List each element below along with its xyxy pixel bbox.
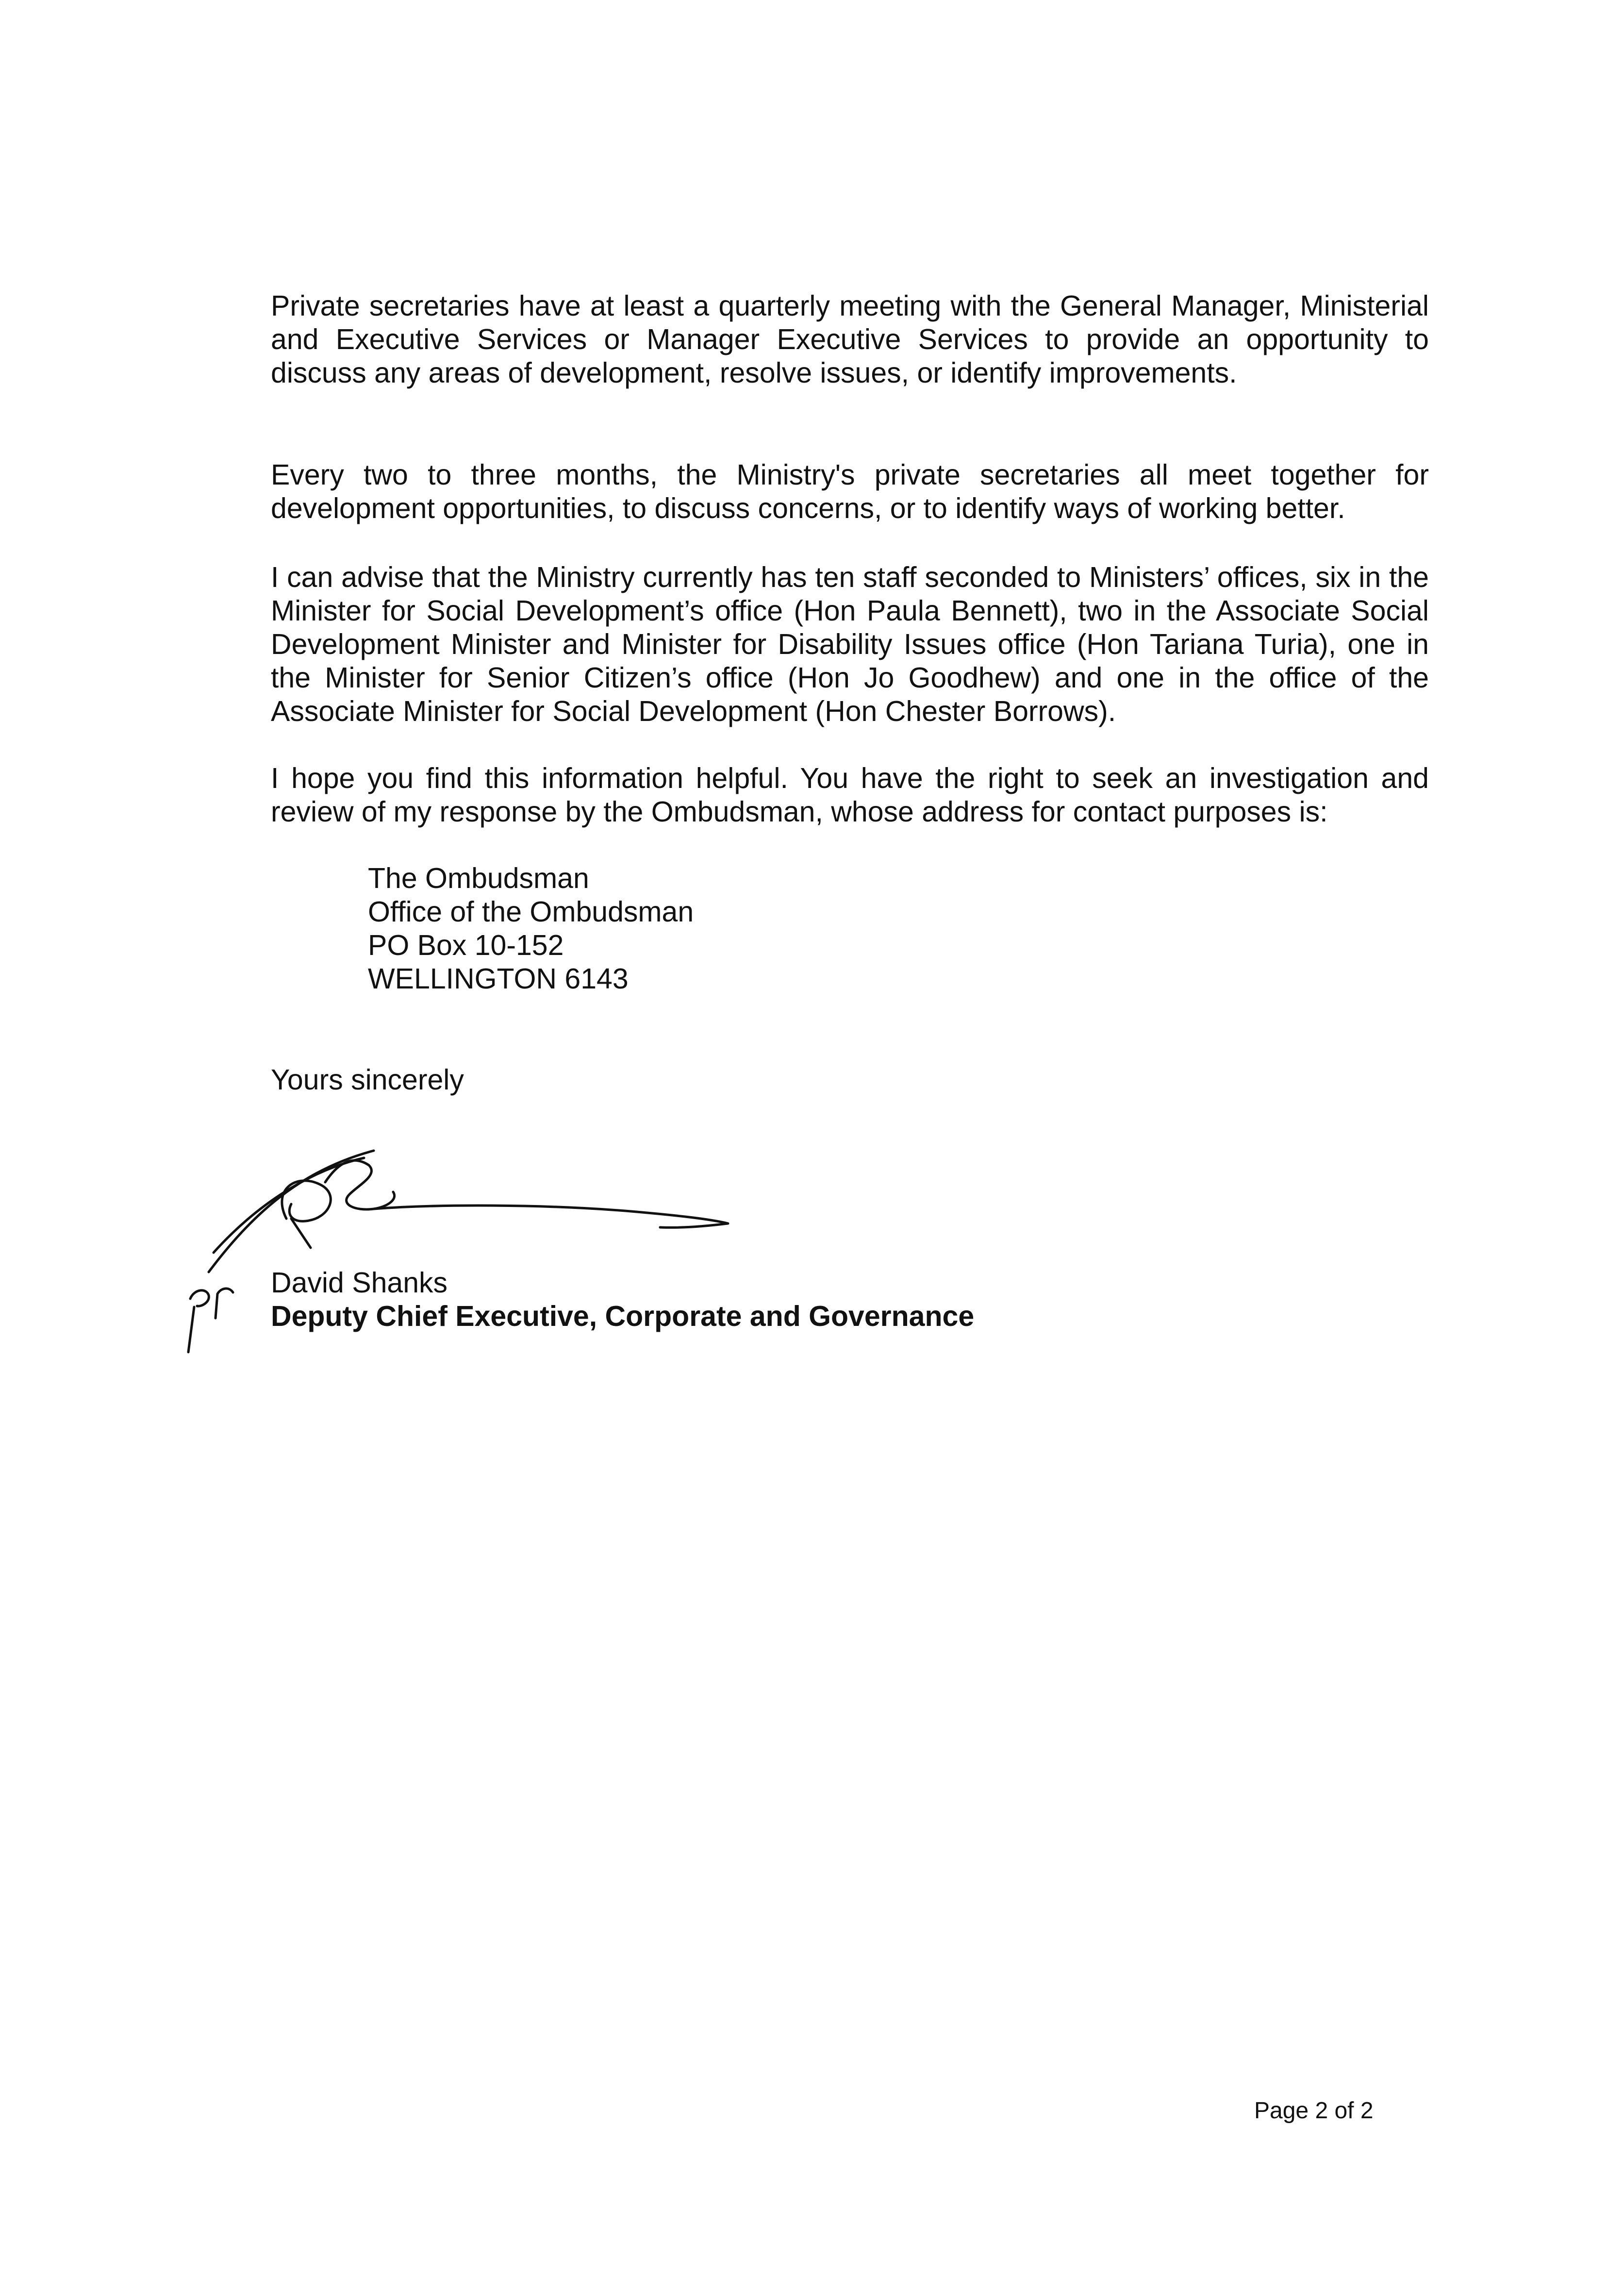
signer-name: David Shanks	[271, 1267, 448, 1299]
page-number: Page 2 of 2	[1254, 2098, 1374, 2124]
signer-title: Deputy Chief Executive, Corporate and Governance	[271, 1300, 975, 1332]
paragraph-meetings: Private secretaries have at least a quarterly meeting with the General Manager, Ministerial and Executive Services or Manager Executive Services to provide an opportunity to discuss any areas of development, resolve issues, or identify improvements.	[271, 290, 1429, 389]
paragraph-private-secretaries: Every two to three months, the Ministry's private secretaries all meet together for development opportunities, to discuss concerns, or to identify ways of working better.	[271, 459, 1429, 524]
handwritten-initials	[180, 1272, 238, 1355]
paragraph-seconded-staff: I can advise that the Ministry currently has ten staff seconded to Ministers’ offices, six in the Minister for Social Development’s office (Hon Paula Bennett), two in the Associate Social Development Minister and Minister for Disability Issues office (Hon Tariana Turia), one in the Minister for Senior Citizen’s office (Hon Jo Goodhew) and one in the office of the Associate Minister for Social Development (Hon Chester Borrows).	[271, 561, 1429, 727]
address-line: The Ombudsman	[368, 862, 589, 894]
address-line: PO Box 10-152	[368, 929, 564, 961]
address-line: WELLINGTON 6143	[368, 963, 629, 995]
paragraph-ombudsman-right: I hope you find this information helpful. You have the right to seek an investigation and review of my response by the Ombudsman, whose address for contact purposes is:	[271, 762, 1429, 828]
address-line: Office of the Ombudsman	[368, 896, 694, 928]
handwritten-signature	[194, 1131, 747, 1277]
ombudsman-address	[368, 862, 694, 996]
closing-salutation: Yours sincerely	[271, 1064, 464, 1096]
